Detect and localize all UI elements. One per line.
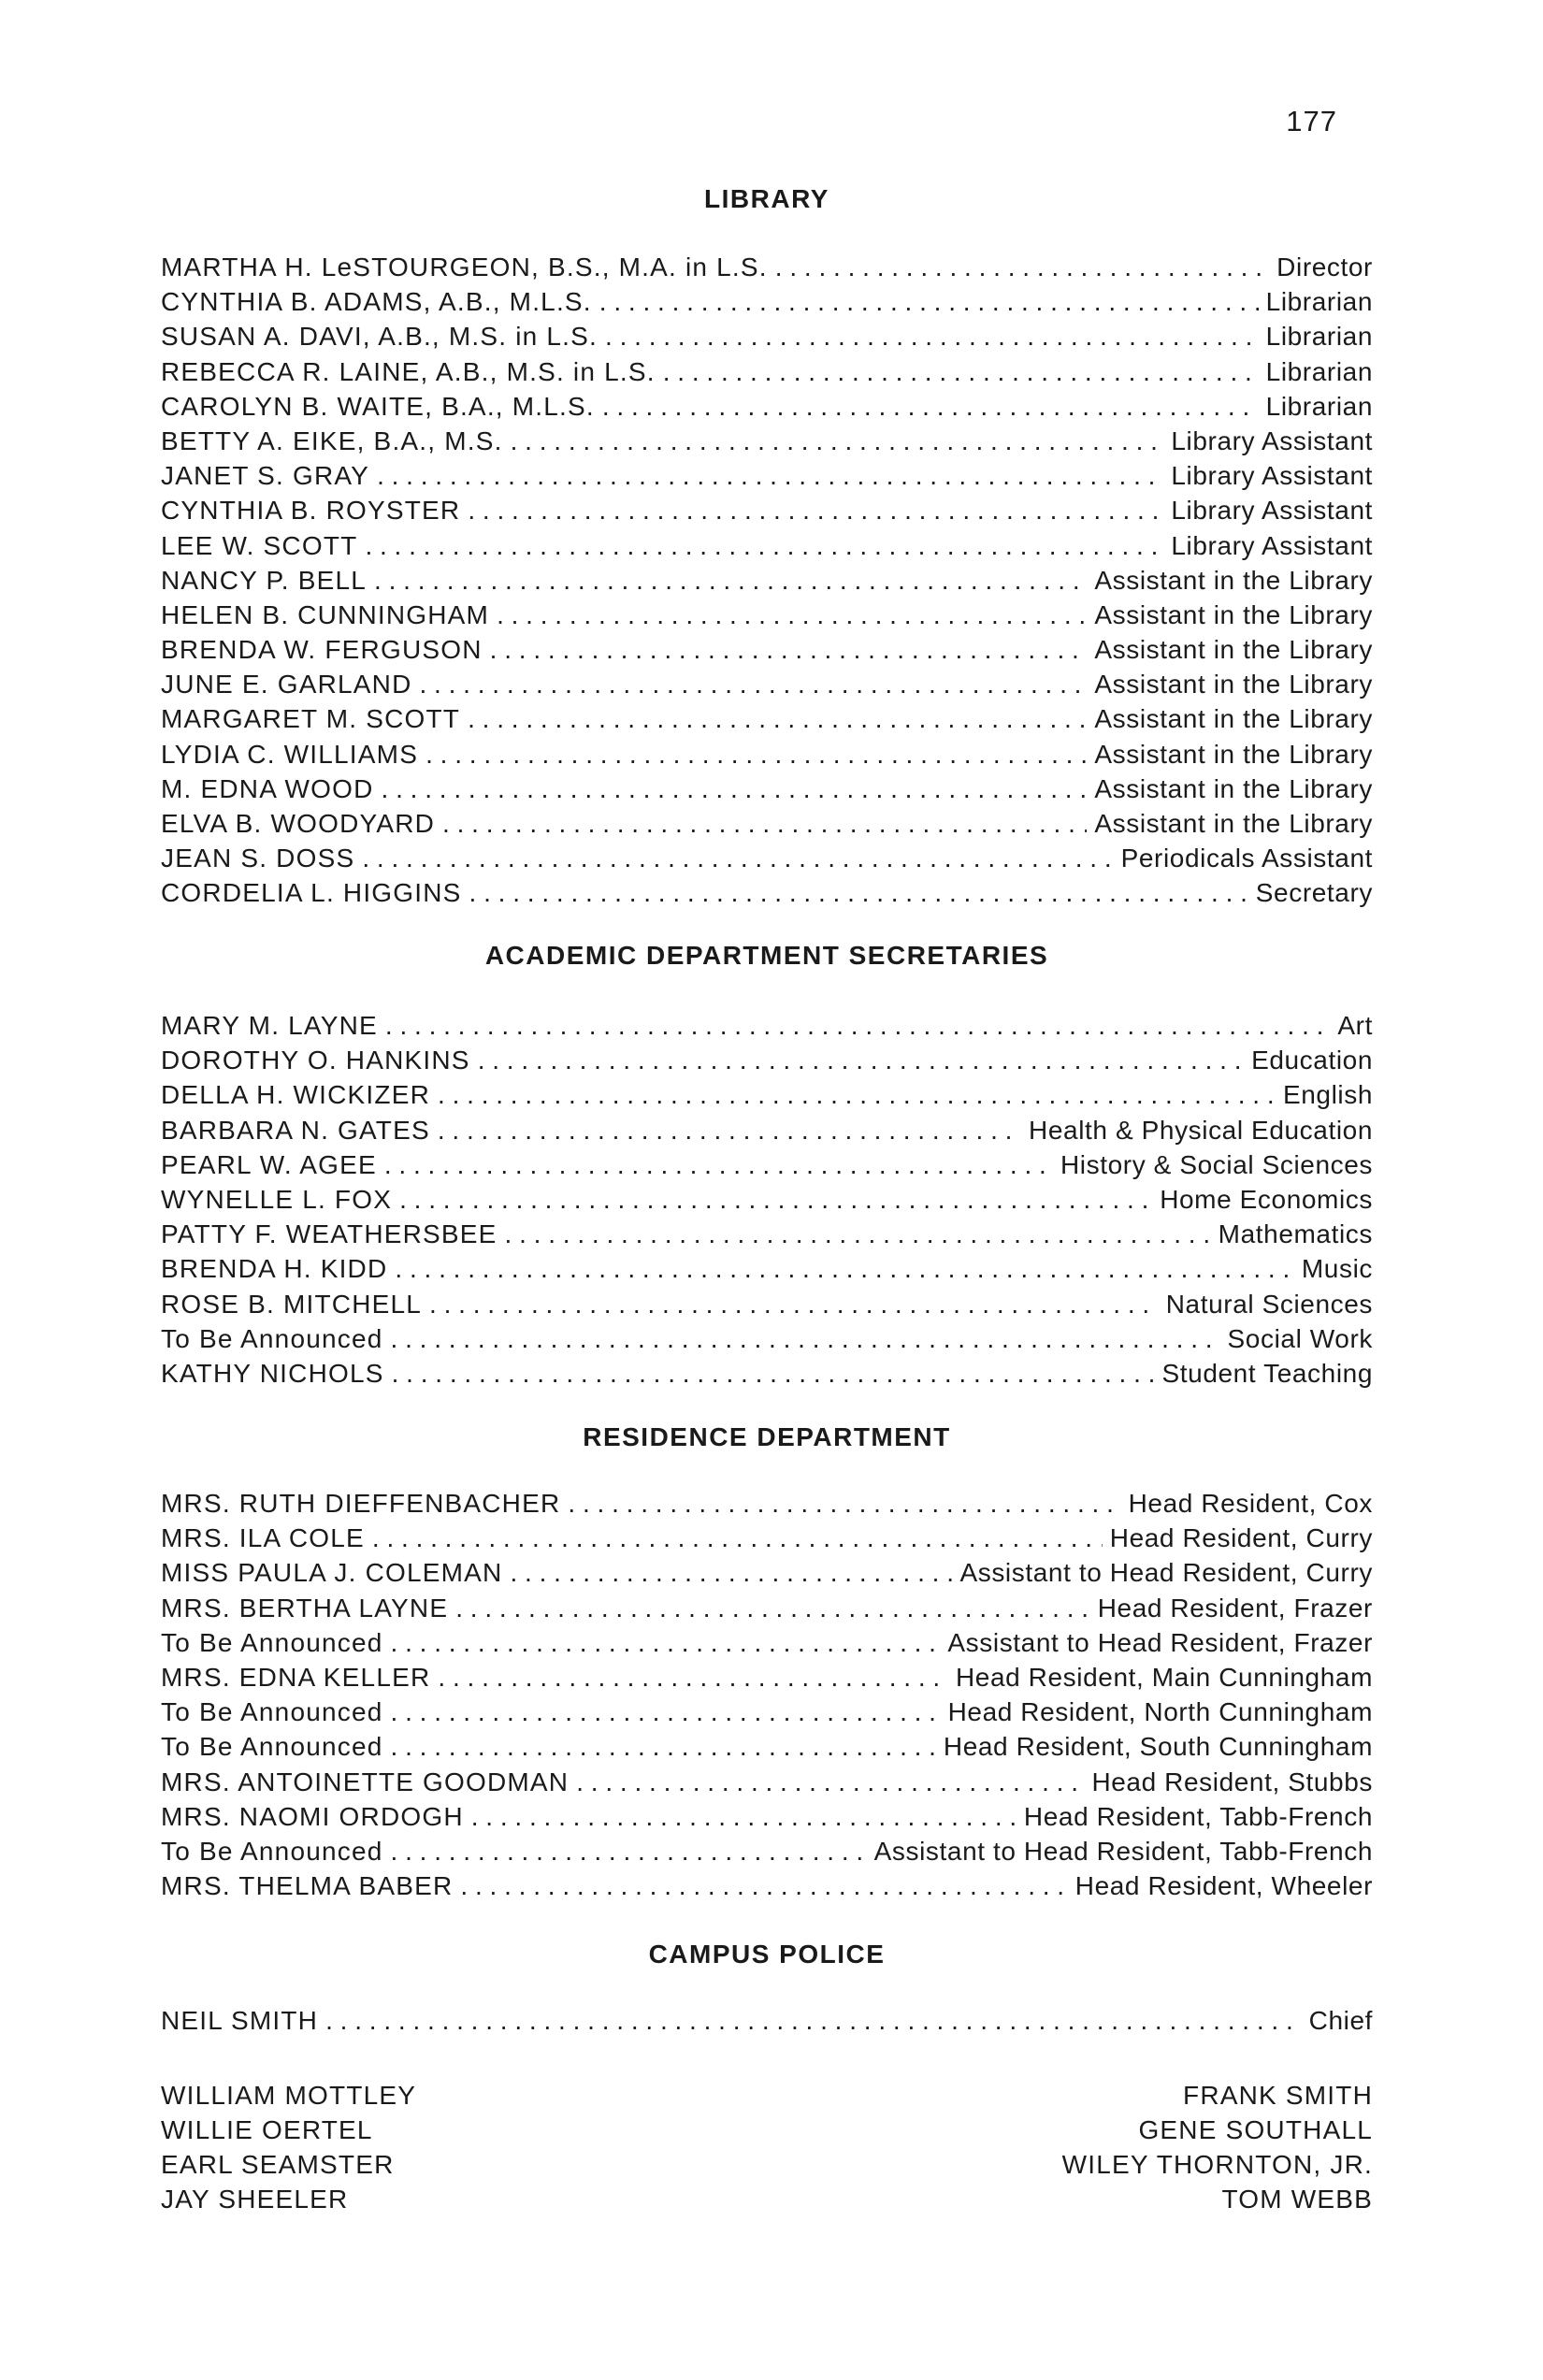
police-officers-right xyxy=(1062,2078,1373,2216)
entry-name: BARBARA N. GATES xyxy=(161,1115,430,1145)
directory-row xyxy=(161,635,1373,670)
dot-leader xyxy=(497,600,1087,630)
directory-row xyxy=(161,1324,1373,1359)
directory-row xyxy=(161,1359,1373,1393)
directory-row xyxy=(161,774,1373,809)
dot-leader xyxy=(663,357,1259,387)
entry-role: Natural Sciences xyxy=(1165,1289,1373,1319)
dot-leader xyxy=(455,1594,1089,1623)
entry-name: CORDELIA L. HIGGINS xyxy=(161,878,462,908)
entry-name: DELLA H. WICKIZER xyxy=(161,1080,431,1110)
dot-leader xyxy=(468,496,1163,526)
entry-name: To Be Announced xyxy=(161,1323,383,1353)
directory-row xyxy=(161,1011,1373,1046)
entry-role: Librarian xyxy=(1265,287,1373,317)
directory-row xyxy=(161,357,1373,392)
entry-name: JUNE E. GARLAND xyxy=(161,670,412,700)
entry-role: Librarian xyxy=(1265,322,1373,352)
entry-name: JANET S. GRAY xyxy=(161,461,370,491)
entry-role: Assistant in the Library xyxy=(1094,599,1373,629)
directory-row xyxy=(161,1080,1373,1115)
officer-name: WILEY THORNTON, JR. xyxy=(1061,2150,1373,2179)
dot-leader xyxy=(468,704,1087,734)
entry-role: Education xyxy=(1251,1046,1373,1075)
entry-role: Librarian xyxy=(1265,356,1373,386)
directory-row xyxy=(161,1558,1373,1593)
dot-leader xyxy=(382,774,1088,804)
entry-role: Periodicals Assistant xyxy=(1120,844,1373,873)
entry-role: Assistant in the Library xyxy=(1094,670,1373,700)
police-chief-row xyxy=(161,2006,1373,2041)
entry-name: MRS. RUTH DIEFFENBACHER xyxy=(161,1489,561,1518)
entry-role: Student Teaching xyxy=(1161,1358,1373,1388)
entry-name: KATHY NICHOLS xyxy=(161,1358,384,1388)
entry-name: MRS. NAOMI ORDOGH xyxy=(161,1801,464,1831)
entry-name: MRS. THELMA BABER xyxy=(161,1871,454,1901)
dot-leader xyxy=(362,844,1113,873)
entry-role: Director xyxy=(1276,252,1373,281)
officer-name: JAY SHEELER xyxy=(161,2185,349,2214)
dot-leader xyxy=(325,2006,1302,2036)
entry-role: Assistant in the Library xyxy=(1094,565,1373,595)
dot-leader xyxy=(365,531,1163,561)
directory-row xyxy=(161,426,1373,461)
entry-role: Library Assistant xyxy=(1171,530,1373,560)
dot-leader xyxy=(385,1011,1331,1041)
entry-role: Assistant to Head Resident, Curry xyxy=(959,1558,1373,1588)
police-officers-left xyxy=(161,2078,416,2216)
dot-leader xyxy=(391,1837,867,1867)
directory-row xyxy=(161,809,1373,844)
officer-name: WILLIE OERTEL xyxy=(161,2115,373,2144)
dot-leader xyxy=(438,1116,1021,1146)
entry-name: ROSE B. MITCHELL xyxy=(161,1289,423,1319)
entry-name: CYNTHIA B. ADAMS, A.B., M.L.S. xyxy=(161,287,592,317)
dot-leader xyxy=(384,1150,1053,1180)
library-heading: LIBRARY xyxy=(704,184,829,213)
entry-role: Mathematics xyxy=(1218,1219,1373,1249)
entry-role: Home Economics xyxy=(1160,1184,1373,1214)
entry-name: MISS PAULA J. COLEMAN xyxy=(161,1558,503,1588)
dot-leader xyxy=(471,1802,1017,1832)
entry-role: English xyxy=(1282,1080,1373,1110)
officer-name: EARL SEAMSTER xyxy=(161,2150,395,2179)
police-officers xyxy=(161,2078,1373,2216)
dot-leader xyxy=(438,1080,1276,1110)
dot-leader xyxy=(568,1489,1120,1519)
entry-name: ELVA B. WOODYARD xyxy=(161,809,436,838)
dot-leader xyxy=(576,1767,1084,1797)
dot-leader xyxy=(374,566,1087,596)
entry-name: WYNELLE L. FOX xyxy=(161,1184,393,1214)
dot-leader xyxy=(372,1523,1103,1553)
directory-row xyxy=(161,1219,1373,1254)
entry-role: Health & Physical Education xyxy=(1029,1115,1373,1145)
entry-role: Social Work xyxy=(1227,1323,1373,1353)
entry-name: MRS. BERTHA LAYNE xyxy=(161,1593,449,1623)
entry-role: Librarian xyxy=(1265,391,1373,421)
directory-row xyxy=(161,740,1373,774)
entry-name: JEAN S. DOSS xyxy=(161,844,355,873)
dot-leader xyxy=(599,287,1259,317)
academic-heading: ACADEMIC DEPARTMENT SECRETARIES xyxy=(484,941,1049,970)
entry-role: Music xyxy=(1301,1254,1373,1284)
directory-row xyxy=(161,1290,1373,1324)
directory-row xyxy=(161,1185,1373,1219)
dot-leader xyxy=(469,878,1248,908)
entry-name: MARGARET M. SCOTT xyxy=(161,704,461,734)
library-list xyxy=(161,252,1373,914)
directory-row xyxy=(161,600,1373,635)
directory-row xyxy=(161,1489,1373,1523)
directory-row xyxy=(161,844,1373,878)
directory-row xyxy=(161,670,1373,704)
entry-role: Chief xyxy=(1308,2006,1373,2035)
entry-role: Assistant in the Library xyxy=(1094,809,1373,838)
entry-role: Library Assistant xyxy=(1171,496,1373,526)
directory-row xyxy=(161,1767,1373,1802)
entry-name: CAROLYN B. WAITE, B.A., M.L.S. xyxy=(161,391,595,421)
dot-leader xyxy=(478,1046,1244,1075)
dot-leader xyxy=(429,1290,1159,1320)
dot-leader xyxy=(395,1254,1293,1284)
directory-row xyxy=(161,252,1373,287)
entry-role: Art xyxy=(1337,1011,1373,1040)
entry-name: To Be Announced xyxy=(161,1836,383,1866)
officer-name: WILLIAM MOTTLEY xyxy=(161,2081,417,2110)
entry-name: MRS. ILA COLE xyxy=(161,1523,365,1553)
directory-row xyxy=(161,322,1373,356)
directory-row xyxy=(161,1802,1373,1837)
directory-row xyxy=(161,1837,1373,1871)
dot-leader xyxy=(775,252,1269,282)
directory-row xyxy=(161,878,1373,913)
entry-role: Secretary xyxy=(1255,878,1373,908)
entry-name: PEARL W. AGEE xyxy=(161,1149,377,1179)
officer-name: FRANK SMITH xyxy=(1183,2081,1373,2110)
entry-name: SUSAN A. DAVI, A.B., M.S. in L.S. xyxy=(161,322,598,352)
entry-name: BRENDA W. FERGUSON xyxy=(161,635,483,665)
entry-name: M. EDNA WOOD xyxy=(161,773,374,803)
entry-name: MRS. EDNA KELLER xyxy=(161,1662,431,1692)
entry-role: Library Assistant xyxy=(1171,426,1373,455)
dot-leader xyxy=(510,1558,952,1588)
directory-row xyxy=(161,704,1373,739)
directory-row xyxy=(161,1697,1373,1732)
dot-leader xyxy=(399,1185,1152,1215)
entry-role: Head Resident, Curry xyxy=(1109,1523,1373,1553)
dot-leader xyxy=(391,1732,936,1762)
academic-list xyxy=(161,1011,1373,1393)
entry-role: Assistant in the Library xyxy=(1094,773,1373,803)
entry-role: Head Resident, Tabb-French xyxy=(1023,1801,1373,1831)
directory-row xyxy=(161,461,1373,496)
entry-name: BETTY A. EIKE, B.A., M.S. xyxy=(161,426,503,455)
directory-row xyxy=(161,1663,1373,1697)
page-number: 177 xyxy=(1286,105,1337,137)
directory-row xyxy=(161,1523,1373,1558)
entry-name: To Be Announced xyxy=(161,1697,383,1727)
entry-role: Head Resident, Stubbs xyxy=(1091,1767,1373,1796)
directory-row xyxy=(161,392,1373,426)
dot-leader xyxy=(442,809,1087,839)
entry-name: NEIL SMITH xyxy=(161,2006,319,2035)
dot-leader xyxy=(460,1871,1067,1901)
entry-role: Head Resident, North Cunningham xyxy=(947,1697,1373,1727)
entry-name: HELEN B. CUNNINGHAM xyxy=(161,599,490,629)
police-chief-list xyxy=(161,2006,1373,2041)
dot-leader xyxy=(505,1219,1211,1249)
entry-name: To Be Announced xyxy=(161,1732,383,1762)
directory-row xyxy=(161,1254,1373,1289)
entry-role: Head Resident, Main Cunningham xyxy=(955,1662,1373,1692)
residence-heading: RESIDENCE DEPARTMENT xyxy=(583,1422,951,1451)
entry-role: Assistant to Head Resident, Frazer xyxy=(947,1627,1373,1657)
entry-name: REBECCA R. LAINE, A.B., M.S. in L.S. xyxy=(161,356,656,386)
police-heading: CAMPUS POLICE xyxy=(648,1940,886,1969)
entry-name: To Be Announced xyxy=(161,1627,383,1657)
officer-name: GENE SOUTHALL xyxy=(1138,2115,1373,2144)
directory-row xyxy=(161,1594,1373,1628)
officer-name: TOM WEBB xyxy=(1221,2185,1373,2214)
dot-leader xyxy=(425,740,1087,770)
directory-row xyxy=(161,1732,1373,1767)
dot-leader xyxy=(420,670,1088,700)
entry-role: Head Resident, Cox xyxy=(1128,1489,1373,1518)
entry-role: Head Resident, Wheeler xyxy=(1074,1871,1373,1901)
dot-leader xyxy=(490,635,1088,665)
entry-name: MARY M. LAYNE xyxy=(161,1011,378,1040)
dot-leader xyxy=(392,1359,1155,1389)
directory-row xyxy=(161,1116,1373,1150)
dot-leader xyxy=(391,1697,941,1727)
directory-row xyxy=(161,1871,1373,1906)
dot-leader xyxy=(438,1663,948,1693)
entry-role: Assistant in the Library xyxy=(1094,704,1373,734)
entry-name: BRENDA H. KIDD xyxy=(161,1254,388,1284)
directory-row xyxy=(161,1628,1373,1663)
entry-role: History & Social Sciences xyxy=(1060,1149,1373,1179)
dot-leader xyxy=(391,1628,941,1658)
entry-role: Assistant in the Library xyxy=(1094,635,1373,665)
directory-row xyxy=(161,1150,1373,1185)
entry-name: MRS. ANTOINETTE GOODMAN xyxy=(161,1767,570,1796)
dot-leader xyxy=(511,426,1164,456)
entry-name: MARTHA H. LeSTOURGEON, B.S., M.A. in L.S. xyxy=(161,252,768,281)
directory-row xyxy=(161,531,1373,566)
entry-name: DOROTHY O. HANKINS xyxy=(161,1046,470,1075)
entry-name: PATTY F. WEATHERSBEE xyxy=(161,1219,498,1249)
dot-leader xyxy=(377,461,1163,491)
entry-name: NANCY P. BELL xyxy=(161,565,368,595)
entry-role: Head Resident, Frazer xyxy=(1097,1593,1373,1623)
dot-leader xyxy=(602,392,1259,422)
entry-role: Library Assistant xyxy=(1171,461,1373,491)
entry-role: Assistant in the Library xyxy=(1094,739,1373,769)
residence-list xyxy=(161,1489,1373,1906)
dot-leader xyxy=(391,1324,1220,1354)
directory-row xyxy=(161,496,1373,530)
entry-role: Assistant to Head Resident, Tabb-French xyxy=(873,1836,1373,1866)
entry-name: CYNTHIA B. ROYSTER xyxy=(161,496,461,526)
directory-row xyxy=(161,1046,1373,1080)
directory-row xyxy=(161,566,1373,600)
entry-name: LEE W. SCOTT xyxy=(161,530,358,560)
entry-name: LYDIA C. WILLIAMS xyxy=(161,739,419,769)
entry-role: Head Resident, South Cunningham xyxy=(943,1732,1373,1762)
directory-row xyxy=(161,287,1373,322)
dot-leader xyxy=(605,322,1259,352)
